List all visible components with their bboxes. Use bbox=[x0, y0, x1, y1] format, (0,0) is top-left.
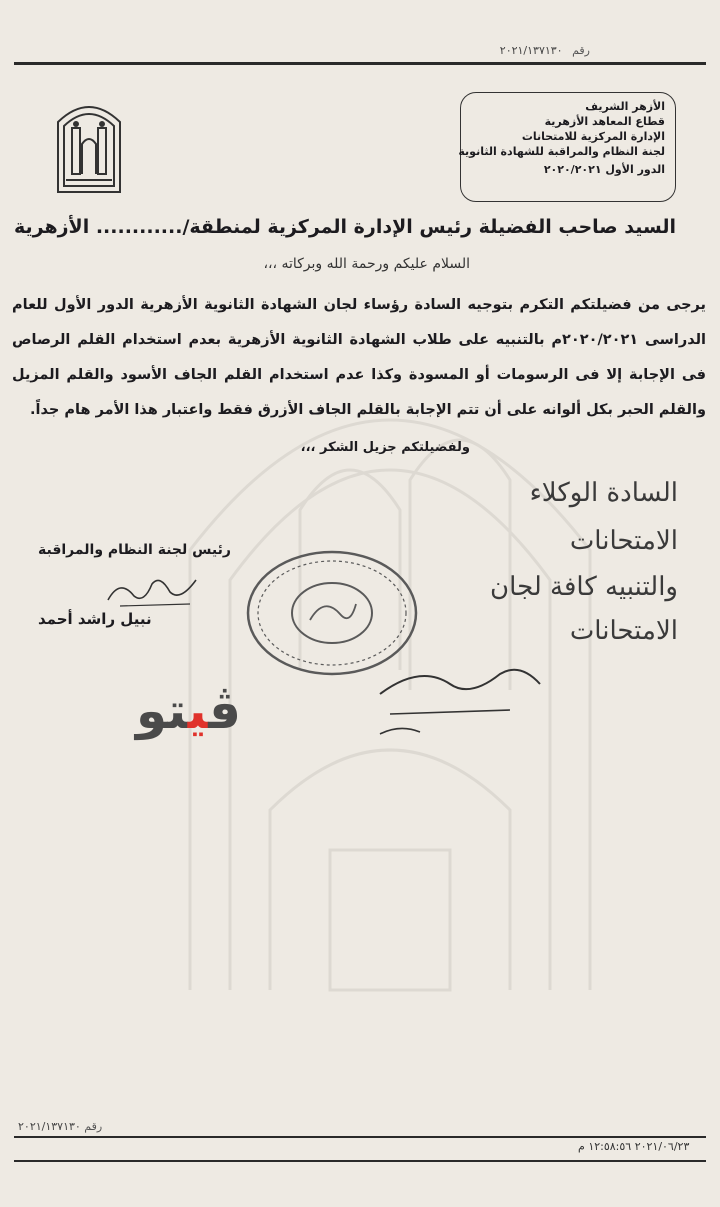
header-line-5: الدور الأول ٢٠٢٠/٢٠٢١ bbox=[543, 163, 665, 176]
header-line-4: لجنة النظام والمراقبة للشهادة الثانوية bbox=[458, 145, 665, 158]
closing-thanks: ولفضيلتكم جزيل الشكر ،،، bbox=[300, 440, 470, 455]
issuer-header bbox=[460, 92, 676, 202]
greeting: السلام عليكم ورحمة الله وبركاته ،،، bbox=[263, 256, 470, 272]
salutation: السيد صاحب الفضيلة رئيس الإدارة المركزية لمنطقة/............ الأزهرية bbox=[13, 216, 676, 238]
reference-number-top: رقم ٢٠٢١/١٣٧١٣٠ bbox=[499, 44, 590, 57]
top-rule bbox=[14, 62, 706, 65]
signatory-title: رئيس لجنة النظام والمراقبة bbox=[38, 542, 231, 558]
reference-number-bottom: رقم ٢٠٢١/١٣٧١٣٠ bbox=[18, 1120, 103, 1133]
footer-rule bbox=[14, 1160, 706, 1162]
signatory-name: نبيل راشد أحمد bbox=[38, 610, 152, 628]
print-timestamp: ٢٠٢١/٠٦/٢٣ ١٢:٥٨:٥٦ م bbox=[578, 1140, 690, 1153]
bottom-rule bbox=[14, 1136, 706, 1138]
handwritten-initials bbox=[360, 654, 580, 744]
header-line-2: قطاع المعاهد الأزهرية bbox=[544, 115, 665, 128]
handwritten-signature bbox=[100, 570, 210, 610]
handwritten-line: السادة الوكلاء bbox=[529, 478, 678, 508]
handwritten-line: الامتحانات bbox=[569, 616, 678, 646]
header-line-3: الإدارة المركزية للامتحانات bbox=[521, 130, 665, 143]
handwritten-note bbox=[360, 478, 700, 748]
header-line-1: الأزهر الشريف bbox=[585, 100, 665, 113]
brand-watermark-logo: ڤيتو bbox=[136, 682, 241, 740]
al-azhar-logo bbox=[52, 88, 126, 198]
handwritten-line: الامتحانات bbox=[569, 526, 678, 556]
letter-body: يرجى من فضيلتكم التكرم بتوجيه السادة رؤساء لجان الشهادة الثانوية الأزهرية الدور الأول للعام الدراسى ٢٠٢٠/٢٠٢١م بالتنبيه على طلاب الشهادة الثانوية الأزهرية بعدم استخدام القلم الرصاص فى الإجابة إلا فى الرسومات أو المسودة وكذا عدم استخدام القلم الجاف الأسود والقلم المزيل والقلم الحبر بكل ألوانه على أن تتم الإجابة بالقلم الجاف الأزرق فقط واعتبار هذا الأمر هام جداً. bbox=[12, 297, 706, 418]
handwritten-line: والتنبيه كافة لجان bbox=[490, 572, 678, 602]
